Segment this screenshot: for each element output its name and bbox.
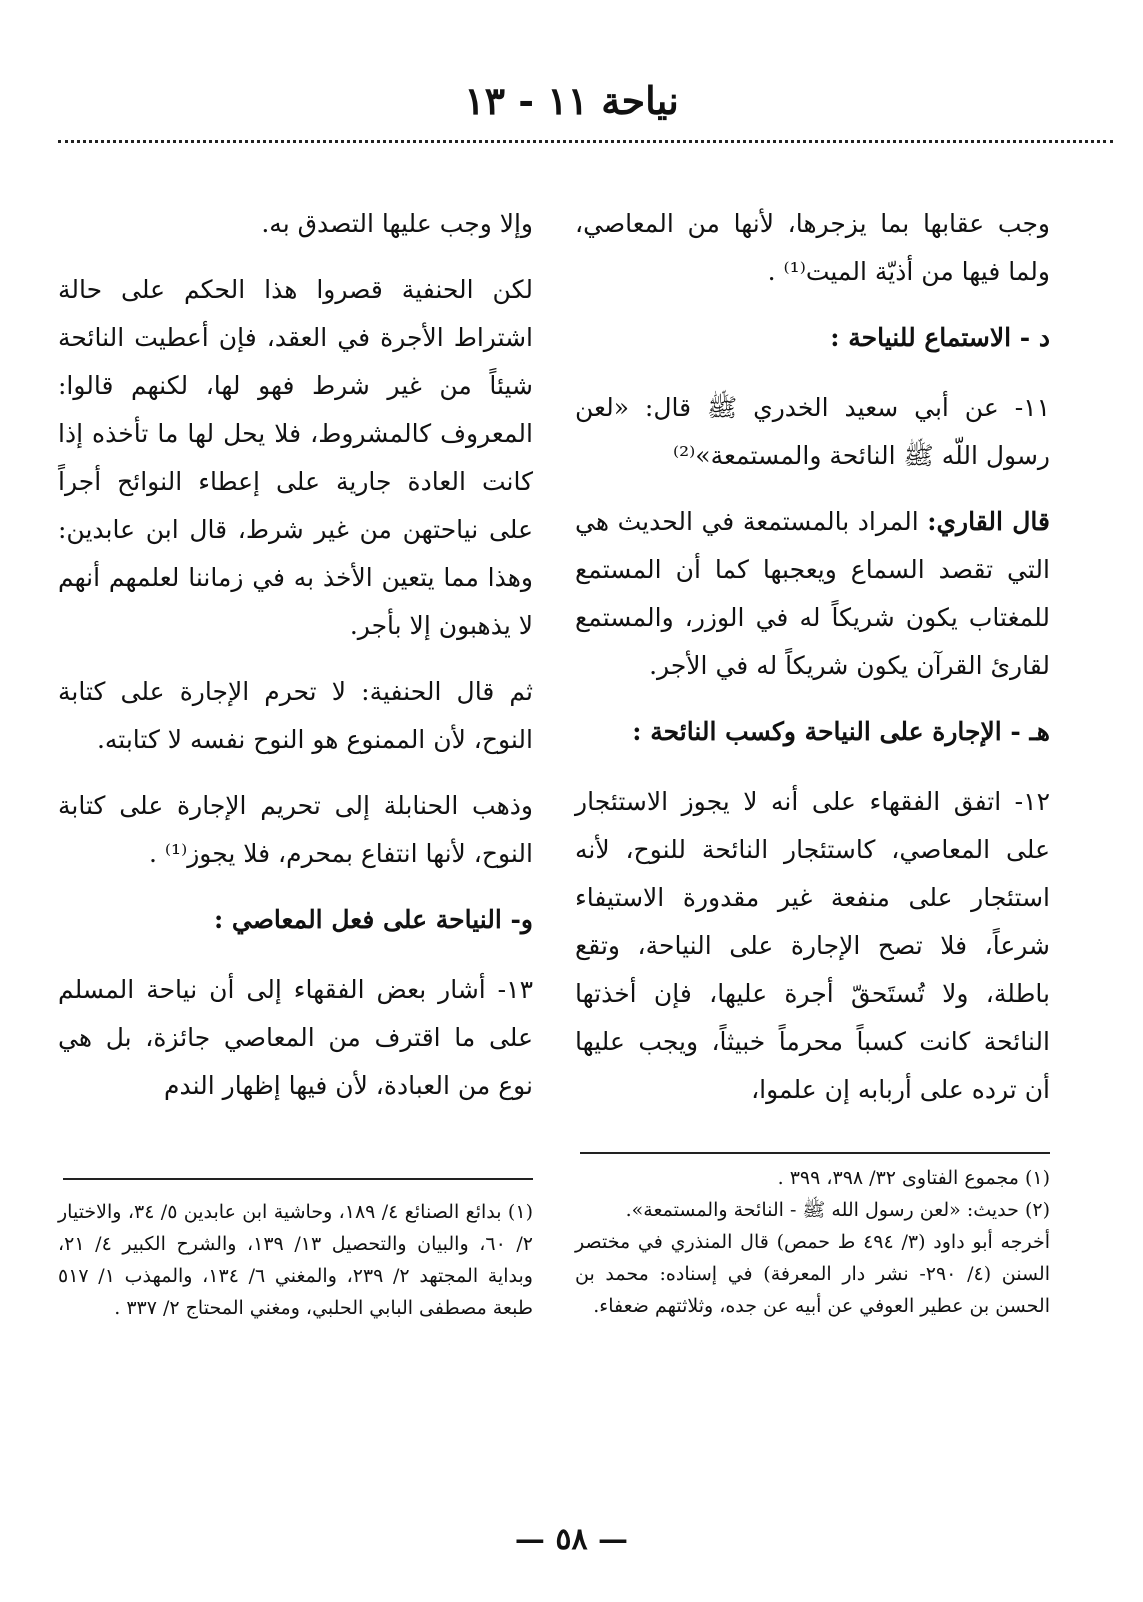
section-heading-h: هـ - الإجارة على النياحة وكسب النائحة : — [632, 717, 1050, 746]
footnote-right-2: (٢) حديث: «لعن رسول الله ﷺ - النائحة والمستمعة». — [625, 1199, 1050, 1221]
right-paragraph-4: ١٢- اتفق الفقهاء على أنه لا يجوز الاستئجار على المعاصي، كاستئجار النائحة للنوح، لأنه استئجار على منفعة غير مقدورة الاستيفاء شرعاً، فلا تصح الإجارة على النياحة، وتقع باطلة، ولا تُستَحقّ أجرة عليها، فإن أخذتها النائحة كانت كسباً محرماً خبيثاً، ويجب عليها أن ترده على أربابه إن علموا، — [575, 787, 1050, 1104]
page-number: — ٥٨ — — [514, 1522, 629, 1557]
page-title: نياحة ١١ - ١٣ — [464, 78, 679, 123]
right-paragraph-3 — [575, 498, 1050, 690]
left-paragraph-1: وإلا وجب عليها التصدق به. — [261, 209, 533, 238]
footnote-divider-left — [63, 1178, 533, 1180]
footnote-left-1: (١) بدائع الصنائع ٤/ ١٨٩، وحاشية ابن عابدين ٥/ ٣٤، والاختيار ٢/ ٦٠، والبيان والتحصيل ١٣/ ١٣٩، والشرح الكبير ٤/ ٢١، وبداية المجتهد ٢/ ٢٣٩، والمغني ٦/ ١٣٤، والمهذب ١/ ٥١٧ طبعة مصطفى البابي الحلبي، ومغني المحتاج ٢/ ٣٣٧ . — [58, 1201, 533, 1319]
qari-lead: قال القاري: — [927, 507, 1050, 536]
right-column — [575, 200, 1050, 1132]
section-heading-w: و- النياحة على فعل المعاصي : — [213, 905, 533, 934]
left-paragraph-3: ثم قال الحنفية: لا تحرم الإجارة على كتابة النوح، لأن الممنوع هو النوح نفسه لا كتابته. — [58, 677, 533, 754]
footnote-right-1: (١) مجموع الفتاوى ٣٢/ ٣٩٨، ٣٩٩ . — [777, 1167, 1050, 1189]
left-paragraph-5: ١٣- أشار بعض الفقهاء إلى أن نياحة المسلم على ما اقترف من المعاصي جائزة، بل هي نوع من العبادة، لأن فيها إظهار الندم — [58, 975, 533, 1100]
right-paragraph-1: وجب عقابها بما يزجرها، لأنها من المعاصي، ولما فيها من أذيّة الميت⁽¹⁾ . — [575, 209, 1050, 286]
footnote-right-2-detail: أخرجه أبو داود (٣/ ٤٩٤ ط حمص) قال المنذري في مختصر السنن (٤/ ٢٩٠- نشر دار المعرفة) في إسناده: محمد بن الحسن بن عطير العوفي عن أبيه عن جده، وثلاثتهم ضعفاء. — [575, 1231, 1050, 1317]
left-paragraph-2: لكن الحنفية قصروا هذا الحكم على حالة اشتراط الأجرة في العقد، فإن أعطيت النائحة شيئاً من غير شرط فهو لها، لكنهم قالوا: المعروف كالمشروط، فلا يحل لها ما تأخذه إذا كانت العادة جارية على إعطاء النوائح أجراً على نياحتهن من غير شرط، قال ابن عابدين: وهذا مما يتعين الأخذ به في زماننا لعلمهم أنهم لا يذهبون إلا بأجر. — [58, 275, 533, 640]
title-divider — [58, 140, 1113, 143]
footnotes-left — [58, 1196, 533, 1324]
footnotes-right — [575, 1162, 1050, 1322]
qari-text: المراد بالمستمعة في الحديث هي التي تقصد السماع ويعجبها كما أن المستمع للمغتاب يكون شريكاً له في الوزر، والمستمع لقارئ القرآن يكون شريكاً له في الأجر. — [575, 507, 1050, 680]
footnote-divider-right — [580, 1152, 1050, 1154]
section-heading-d: د - الاستماع للنياحة : — [830, 323, 1050, 352]
right-paragraph-2: ١١- عن أبي سعيد الخدري ﷺ قال: «لعن رسول اللّه ﷺ النائحة والمستمعة»⁽²⁾ — [575, 393, 1050, 470]
left-column — [58, 200, 533, 1128]
left-paragraph-4: وذهب الحنابلة إلى تحريم الإجارة على كتابة النوح، لأنها انتفاع بمحرم، فلا يجوز⁽¹⁾ . — [58, 791, 533, 868]
